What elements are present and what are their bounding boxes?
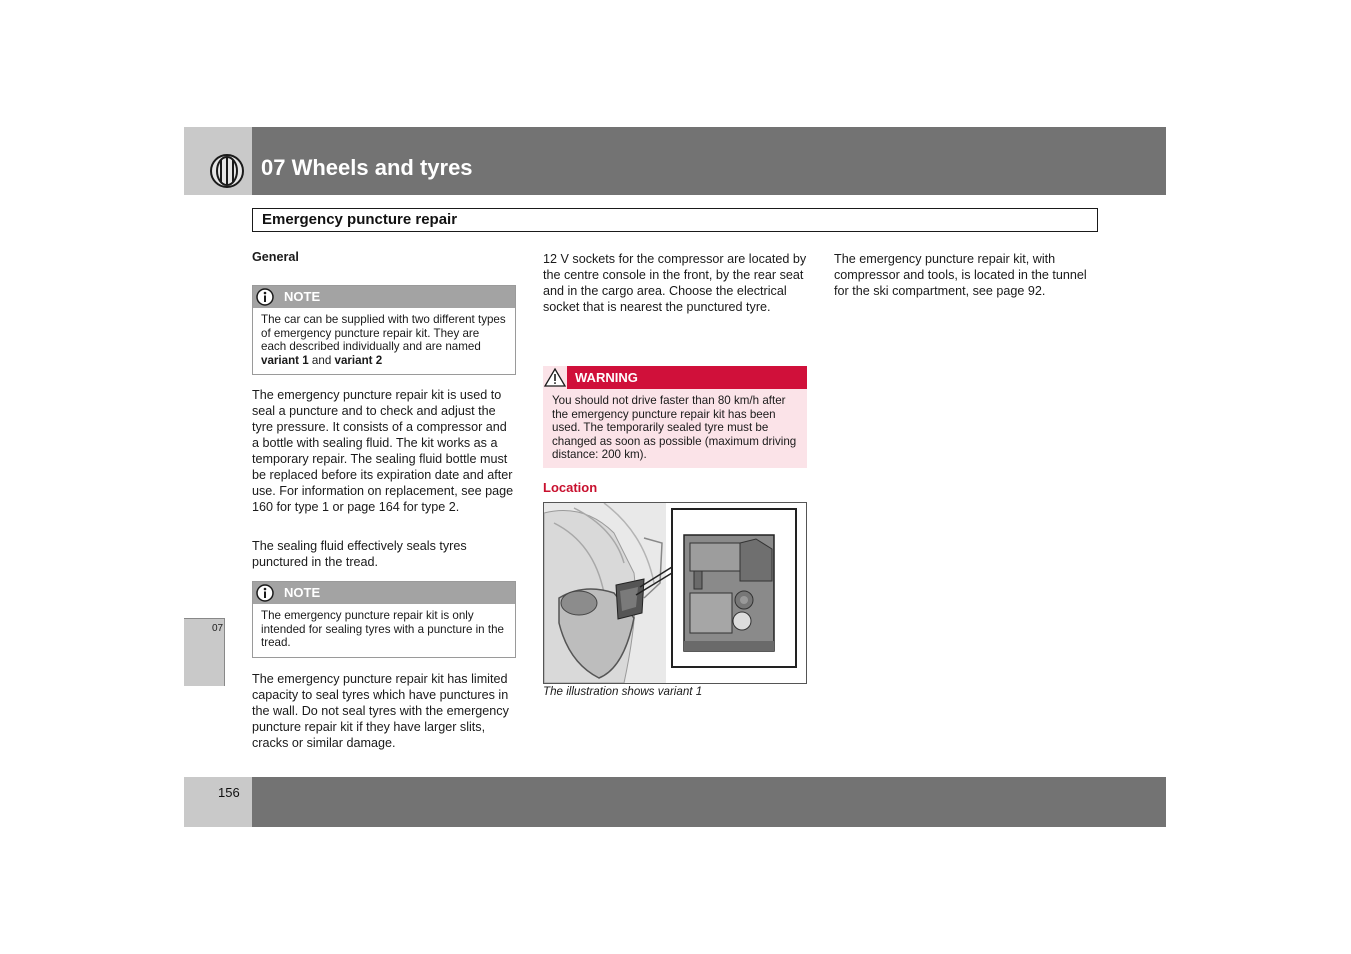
chapter-side-tab — [184, 618, 225, 686]
kit-location-illustration — [543, 502, 807, 684]
general-heading: General — [252, 250, 299, 264]
note-box — [252, 285, 516, 375]
tyre-icon — [184, 127, 252, 195]
section-title-box — [252, 208, 1098, 232]
warning-label: WARNING — [575, 370, 638, 385]
note-text: The car can be supplied with two different types of emergency puncture repair kit. They are each described individually and are named variant 1 and variant 2 — [261, 313, 506, 367]
location-heading: Location — [543, 480, 598, 495]
info-icon — [256, 288, 274, 306]
paragraph: The emergency puncture repair kit, with compressor and tools, is located in the tunnel for the ski compartment, see page 92. — [834, 252, 1087, 298]
page-number: 156 — [218, 785, 240, 800]
side-tab-label: 07 — [212, 623, 224, 634]
warning-text: You should not drive faster than 80 km/h after the emergency puncture repair kit has been used. The temporarily sealed tyre must be changed as soon as possible (maximum driving distance: 200 km). — [552, 394, 797, 462]
note-label: NOTE — [284, 585, 321, 600]
section-title: Emergency puncture repair — [262, 211, 458, 228]
warning-triangle-icon — [543, 366, 567, 389]
note-label: NOTE — [284, 289, 321, 304]
note-header — [253, 286, 515, 308]
note-text: The emergency puncture repair kit is only intended for sealing tyres with a puncture in the tread. — [261, 609, 504, 650]
chapter-icon-box — [184, 127, 252, 195]
info-icon — [256, 584, 274, 602]
paragraph: The emergency puncture repair kit is used to seal a puncture and to check and adjust the tyre pressure. It consists of a compressor and a bottle with sealing fluid. The kit works as a temporary repair. The sealing fluid bottle must be replaced before its expiration date and after use. For information on replacement, see page 160 for type 1 or page 164 for type 2. — [252, 388, 514, 514]
note-box — [252, 581, 516, 658]
note-header — [253, 582, 515, 604]
warning-header — [543, 366, 807, 389]
footer-bar — [252, 777, 1166, 827]
warning-box — [543, 366, 807, 468]
paragraph: 12 V sockets for the compressor are located by the centre console in the front, by the rear seat and in the cargo area. Choose the electrical socket that is nearest the punctured tyre. — [543, 252, 807, 314]
illustration-caption: The illustration shows variant 1 — [543, 685, 703, 698]
paragraph: The sealing fluid effectively seals tyres punctured in the tread. — [252, 539, 467, 569]
paragraph: The emergency puncture repair kit has limited capacity to seal tyres which have punctures in the wall. Do not seal tyres with the emergency puncture repair kit if they have larger slits, cracks or similar damage. — [252, 672, 509, 750]
chapter-title: 07 Wheels and tyres — [261, 155, 473, 180]
